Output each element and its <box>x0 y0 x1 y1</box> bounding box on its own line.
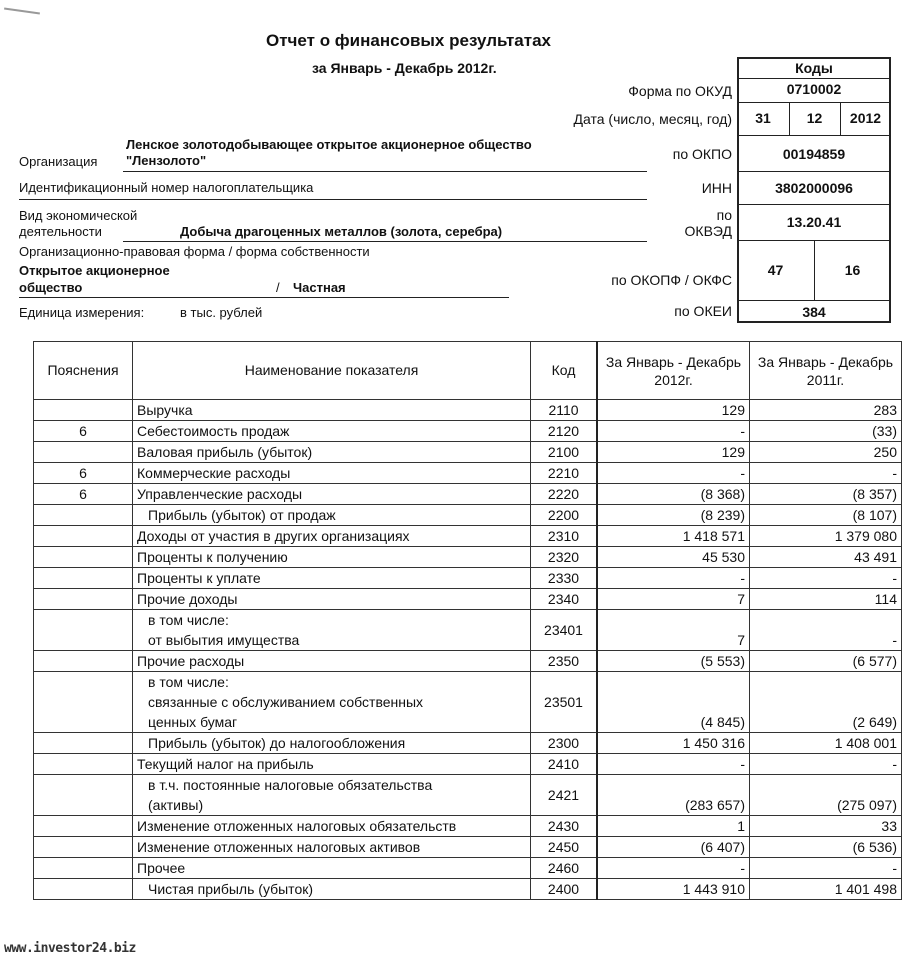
inn-code-label: ИНН <box>701 180 732 196</box>
cell-name-prefix: в том числе: <box>148 674 229 690</box>
table-row <box>34 754 902 775</box>
cell-value-2012: (4 845) <box>597 672 750 733</box>
cell-notes <box>34 754 133 775</box>
cell-name: Выручка <box>133 400 531 421</box>
cell-name-main: от выбытия имущества <box>148 632 300 648</box>
cell-notes <box>34 610 133 651</box>
cell-code: 2320 <box>531 547 598 568</box>
watermark-url: www.investor24.biz <box>4 941 136 956</box>
cell-notes <box>34 733 133 754</box>
cell-value-2011: 114 <box>750 589 902 610</box>
table-row <box>34 858 902 879</box>
cell-value-2011: 250 <box>750 442 902 463</box>
cell-notes <box>34 400 133 421</box>
cell-notes <box>34 589 133 610</box>
okei-code: 384 <box>802 304 826 320</box>
cell-code: 2120 <box>531 421 598 442</box>
cell-name <box>133 672 531 733</box>
cell-notes <box>34 879 133 900</box>
table-row <box>34 733 902 754</box>
table-row <box>34 505 902 526</box>
scan-artifact <box>4 8 40 15</box>
table-header-row <box>34 342 902 400</box>
cell-value-2011: (8 357) <box>750 484 902 505</box>
cell-value-2012: 129 <box>597 442 750 463</box>
org-label: Организация <box>19 154 98 169</box>
cell-value-2012: 1 450 316 <box>597 733 750 754</box>
cell-notes <box>34 672 133 733</box>
okud-code: 0710002 <box>786 81 842 97</box>
cell-value-2011: (8 107) <box>750 505 902 526</box>
table-row <box>34 775 902 816</box>
cell-code: 2110 <box>531 400 598 421</box>
cell-name: Прибыль (убыток) от продаж <box>133 505 531 526</box>
activity-label-2: деятельности <box>19 224 102 239</box>
cell-value-2012: (5 553) <box>597 651 750 672</box>
activity-label-1: Вид экономической <box>19 208 138 223</box>
cell-code: 2200 <box>531 505 598 526</box>
okopf-code: 47 <box>767 262 784 278</box>
cell-code: 2410 <box>531 754 598 775</box>
cell-value-2012: 7 <box>597 589 750 610</box>
cell-value-2011: 33 <box>750 816 902 837</box>
cell-notes: 6 <box>34 484 133 505</box>
table-row <box>34 484 902 505</box>
table-row <box>34 610 902 651</box>
date-day: 31 <box>755 110 771 126</box>
cell-value-2011: 283 <box>750 400 902 421</box>
cell-code: 2310 <box>531 526 598 547</box>
inn-label: Идентификационный номер налогоплательщика <box>19 180 314 195</box>
table-row <box>34 526 902 547</box>
table-row <box>34 568 902 589</box>
okpo-label: по ОКПО <box>672 146 732 162</box>
cell-value-2011: - <box>750 610 902 651</box>
cell-value-2012: (8 239) <box>597 505 750 526</box>
cell-value-2011: 43 491 <box>750 547 902 568</box>
table-row <box>34 400 902 421</box>
cell-notes <box>34 526 133 547</box>
inn-code: 3802000096 <box>775 180 853 196</box>
cell-code: 2460 <box>531 858 598 879</box>
cell-value-2012: 1 443 910 <box>597 879 750 900</box>
cell-value-2011: 1 401 498 <box>750 879 902 900</box>
cell-value-2011: - <box>750 858 902 879</box>
header-notes: Пояснения <box>34 342 133 400</box>
cell-name: Прочие доходы <box>133 589 531 610</box>
date-month: 12 <box>806 110 823 126</box>
form-line1: Открытое акционерное <box>19 263 170 278</box>
cell-value-2012: - <box>597 754 750 775</box>
cell-notes <box>34 775 133 816</box>
cell-code: 2340 <box>531 589 598 610</box>
header-name: Наименование показателя <box>133 342 531 400</box>
org-name-line2: "Лензолото" <box>126 153 207 168</box>
cell-value-2011: (6 536) <box>750 837 902 858</box>
cell-name: Доходы от участия в других организациях <box>133 526 531 547</box>
cell-value-2011: - <box>750 568 902 589</box>
report-title: Отчет о финансовых результатах <box>266 31 551 50</box>
cell-name-main: (активы) <box>148 797 204 813</box>
cell-code: 2400 <box>531 879 598 900</box>
cell-value-2011: (6 577) <box>750 651 902 672</box>
table-row <box>34 547 902 568</box>
cell-name-middle: в т.ч. постоянные налоговые обязательства <box>148 777 433 793</box>
cell-value-2012: 45 530 <box>597 547 750 568</box>
cell-name: Прибыль (убыток) до налогообложения <box>133 733 531 754</box>
cell-name: Чистая прибыль (убыток) <box>133 879 531 900</box>
cell-code: 23501 <box>531 672 598 733</box>
form-line2: общество <box>19 280 83 295</box>
unit-value: в тыс. рублей <box>180 305 263 320</box>
cell-code: 2300 <box>531 733 598 754</box>
cell-notes <box>34 858 133 879</box>
table-row <box>34 589 902 610</box>
okpo-code: 00194859 <box>782 146 846 162</box>
cell-name-prefix: в том числе: <box>148 612 229 628</box>
table-row <box>34 879 902 900</box>
cell-name: Прочие расходы <box>133 651 531 672</box>
okved-label-1: по <box>716 207 732 223</box>
table-row <box>34 442 902 463</box>
cell-notes <box>34 505 133 526</box>
ownership-value: Частная <box>293 280 346 295</box>
okopf-label: по ОКОПФ / ОКФС <box>611 272 732 288</box>
cell-value-2012: (8 368) <box>597 484 750 505</box>
date-year: 2012 <box>849 110 882 126</box>
header-period-2011: За Январь - Декабрь 2011г. <box>750 342 902 400</box>
header-code: Код <box>531 342 598 400</box>
cell-notes <box>34 837 133 858</box>
table-row <box>34 651 902 672</box>
cell-value-2012: - <box>597 568 750 589</box>
cell-value-2012: (6 407) <box>597 837 750 858</box>
cell-name: Валовая прибыль (убыток) <box>133 442 531 463</box>
cell-name <box>133 775 531 816</box>
cell-notes <box>34 816 133 837</box>
cell-name: Проценты к получению <box>133 547 531 568</box>
table-row <box>34 463 902 484</box>
cell-name: Себестоимость продаж <box>133 421 531 442</box>
cell-code: 2450 <box>531 837 598 858</box>
cell-name: Изменение отложенных налоговых обязательств <box>133 816 531 837</box>
table-row <box>34 421 902 442</box>
cell-name: Прочее <box>133 858 531 879</box>
cell-value-2012: 1 <box>597 816 750 837</box>
cell-value-2012: 129 <box>597 400 750 421</box>
report-period: за Январь - Декабрь 2012г. <box>312 60 497 76</box>
cell-code: 2350 <box>531 651 598 672</box>
cell-name-main: ценных бумаг <box>148 714 238 730</box>
activity-value: Добыча драгоценных металлов (золота, серебра) <box>180 224 503 239</box>
cell-notes: 6 <box>34 463 133 484</box>
cell-code: 23401 <box>531 610 598 651</box>
cell-value-2011: 1 408 001 <box>750 733 902 754</box>
header-period-2012: За Январь - Декабрь 2012г. <box>597 342 750 400</box>
cell-value-2012: (283 657) <box>597 775 750 816</box>
cell-name <box>133 610 531 651</box>
okved-label-2: ОКВЭД <box>684 223 732 239</box>
cell-code: 2330 <box>531 568 598 589</box>
cell-value-2012: - <box>597 858 750 879</box>
table-row <box>34 837 902 858</box>
cell-code: 2430 <box>531 816 598 837</box>
cell-name: Управленческие расходы <box>133 484 531 505</box>
cell-value-2012: 1 418 571 <box>597 526 750 547</box>
cell-code: 2100 <box>531 442 598 463</box>
cell-notes <box>34 547 133 568</box>
okfs-code: 16 <box>844 262 861 278</box>
cell-notes <box>34 568 133 589</box>
cell-value-2011: (33) <box>750 421 902 442</box>
unit-label: Единица измерения: <box>19 305 145 320</box>
codes-header: Коды <box>737 57 891 79</box>
table-row <box>34 816 902 837</box>
cell-value-2012: - <box>597 463 750 484</box>
cell-notes <box>34 651 133 672</box>
cell-value-2012: - <box>597 421 750 442</box>
okei-label: по ОКЕИ <box>674 303 732 319</box>
cell-code: 2210 <box>531 463 598 484</box>
financial-results-table <box>33 341 902 900</box>
table-row <box>34 672 902 733</box>
okud-label: Форма по ОКУД <box>628 83 732 99</box>
okved-code: 13.20.41 <box>786 214 842 230</box>
cell-code: 2220 <box>531 484 598 505</box>
cell-name-middle: связанные с обслуживанием собственных <box>148 694 424 710</box>
cell-value-2011: - <box>750 754 902 775</box>
cell-name: Коммерческие расходы <box>133 463 531 484</box>
cell-notes <box>34 442 133 463</box>
cell-value-2011: - <box>750 463 902 484</box>
cell-name: Текущий налог на прибыль <box>133 754 531 775</box>
cell-value-2012: 7 <box>597 610 750 651</box>
cell-value-2011: (2 649) <box>750 672 902 733</box>
form-label: Организационно-правовая форма / форма собственности <box>19 244 370 259</box>
cell-value-2011: 1 379 080 <box>750 526 902 547</box>
form-separator: / <box>276 280 280 295</box>
cell-value-2011: (275 097) <box>750 775 902 816</box>
cell-name: Проценты к уплате <box>133 568 531 589</box>
date-label: Дата (число, месяц, год) <box>573 111 732 127</box>
cell-notes: 6 <box>34 421 133 442</box>
cell-code: 2421 <box>531 775 598 816</box>
cell-name: Изменение отложенных налоговых активов <box>133 837 531 858</box>
org-name-line1: Ленское золотодобывающее открытое акционерное общество <box>126 137 532 152</box>
